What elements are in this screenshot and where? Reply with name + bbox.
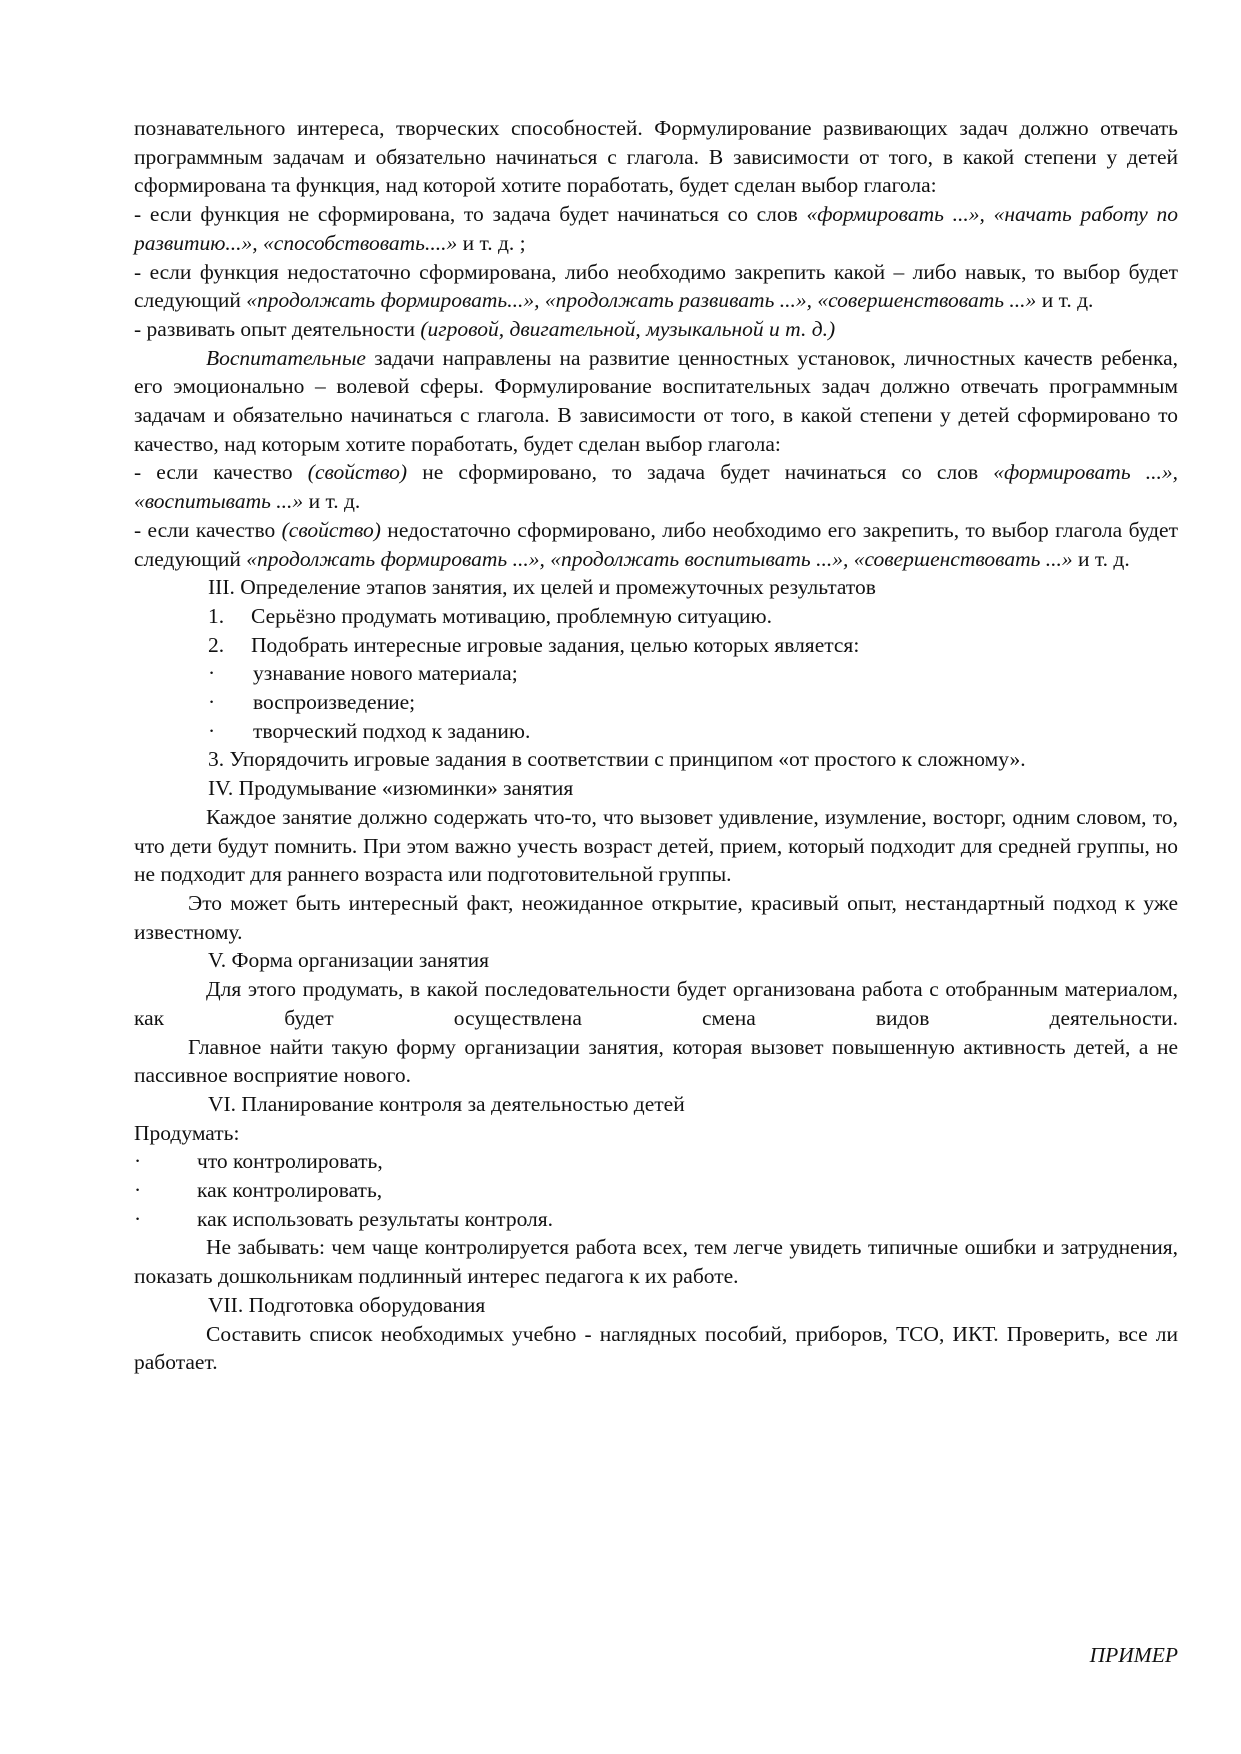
- list-item: [134, 717, 1178, 746]
- item-number: 2.: [208, 632, 225, 657]
- section-5-paragraph-1: Для этого продумать, в какой последовательности будет организована работа с отобранным материалом, как будет осуществлена смена видов деятельности.: [134, 977, 1178, 1030]
- text: и т. д.: [303, 489, 361, 514]
- dev-bullet-1: [134, 200, 1178, 257]
- italic-text: «формировать ...», «начать работу по развитию...», «способствовать....»: [134, 202, 1178, 255]
- bullet-dot: ·: [134, 1206, 142, 1231]
- text: - если качество: [134, 517, 282, 542]
- numbered-item: [134, 631, 1178, 660]
- list-item: [134, 1176, 1178, 1205]
- upbringing-bullet-2: [134, 516, 1178, 573]
- item-number: 1.: [208, 603, 225, 628]
- bullet-dot: ·: [208, 718, 216, 743]
- dev-bullet-2: [134, 258, 1178, 315]
- item-text: что контролировать,: [197, 1149, 383, 1174]
- example-label: ПРИМЕР: [1089, 1643, 1178, 1667]
- list-item: [134, 1147, 1178, 1176]
- item-text: воспроизведение;: [253, 690, 416, 715]
- list-item: [134, 1205, 1178, 1234]
- item-text: узнавание нового материала;: [253, 661, 518, 686]
- numbered-item: [134, 602, 1178, 631]
- section-4-paragraph-2: Это может быть интересный факт, неожиданное открытие, красивый опыт, нестандартный подход к уже известному.: [134, 890, 1178, 944]
- text: и т. д. ;: [457, 230, 526, 255]
- section-5-heading: V. Форма организации занятия: [208, 948, 490, 973]
- section-6-paragraph: Не забывать: чем чаще контролируется работа всех, тем легче увидеть типичные ошибки и затруднения, показать дошкольникам подлинный интерес педагога к их работе.: [134, 1235, 1178, 1289]
- list-item: [134, 688, 1178, 717]
- bullet-dot: ·: [134, 1178, 142, 1203]
- italic-text: (свойство): [281, 517, 381, 542]
- item-text: Серьёзно продумать мотивацию, проблемную ситуацию.: [251, 603, 772, 628]
- item-text: творческий подход к заданию.: [253, 718, 531, 743]
- document-body: [134, 114, 1178, 1377]
- section-6-lead: Продумать:: [134, 1120, 240, 1145]
- section-6-heading: VI. Планирование контроля за деятельностью детей: [208, 1091, 685, 1116]
- numbered-item-3: 3. Упорядочить игровые задания в соответствии с принципом «от простого к сложному».: [208, 747, 1026, 772]
- section-5-paragraph-2: Главное найти такую форму организации занятия, которая вызовет повышенную активность детей, а не пассивное восприятие нового.: [134, 1034, 1178, 1088]
- section-7-paragraph: Составить список необходимых учебно - наглядных пособий, приборов, ТСО, ИКТ. Проверить, все ли работает.: [134, 1321, 1178, 1375]
- italic-text: «формировать ...», «воспитывать ...»: [134, 460, 1178, 514]
- section-3-heading: III. Определение этапов занятия, их целей и промежуточных результатов: [208, 575, 876, 600]
- text: не сформировано, то задача будет начинаться со слов: [407, 460, 994, 485]
- text: и т. д.: [1072, 546, 1130, 571]
- item-text: Подобрать интересные игровые задания, целью которых является:: [251, 632, 860, 657]
- italic-text: (свойство): [307, 460, 408, 485]
- section-4-paragraph-1: Каждое занятие должно содержать что-то, что вызовет удивление, изумление, восторг, одним словом, то, что дети будут помнить. При этом важно учесть возраст детей, прием, который подходит для средней группы, но не подходит для раннего возраста или подготовительной группы.: [134, 804, 1178, 887]
- intro-paragraph: познавательного интереса, творческих способностей. Формулирование развивающих задач должно отвечать программным задачам и обязательно начинаться с глагола. В зависимости от того, в какой степени у детей сформирована та функция, над которой хотите поработать, будет сделан выбор глагола:: [134, 116, 1178, 198]
- bullet-dot: ·: [134, 1149, 142, 1174]
- upbringing-paragraph: [134, 344, 1178, 459]
- bullet-dot: ·: [208, 661, 216, 686]
- bullet-dot: ·: [208, 690, 216, 715]
- item-text: как контролировать,: [197, 1178, 383, 1203]
- section-4-heading: IV. Продумывание «изюминки» занятия: [208, 776, 574, 801]
- text: и т. д.: [1036, 288, 1094, 313]
- italic-text: «продолжать формировать ...», «продолжать воспитывать ...», «совершенствовать ...»: [246, 546, 1073, 571]
- text: - если функция не сформирована, то задача будет начинаться со слов: [134, 202, 807, 227]
- italic-text: Воспитательные: [206, 345, 366, 370]
- text: - если качество: [134, 460, 308, 485]
- italic-text: (игровой, двигательной, музыкальной и т. д.): [420, 316, 836, 341]
- section-7-heading: VII. Подготовка оборудования: [208, 1292, 486, 1317]
- text: - если функция недостаточно сформирована, либо необходимо закрепить какой – либо навык, то выбор будет следующий: [134, 259, 1178, 313]
- text: недостаточно сформировано, либо необходимо его закрепить, то выбор глагола будет следующий: [134, 517, 1179, 571]
- dev-bullet-3: [134, 315, 1178, 344]
- item-text: как использовать результаты контроля.: [197, 1206, 554, 1231]
- list-item: [134, 659, 1178, 688]
- text: задачи направлены на развитие ценностных установок, личностных качеств ребенка, его эмоционально – волевой сферы. Формулирование воспитательных задач должно отвечать программным задачам и обязательно начинаться с глагола. В зависимости от того, в какой степени у детей сформировано то качество, над которым хотите поработать, будет сделан выбор глагола:: [134, 345, 1178, 456]
- text: - развивать опыт деятельности: [134, 316, 421, 341]
- italic-text: «продолжать формировать...», «продолжать развивать ...», «совершенствовать ...»: [246, 288, 1037, 313]
- upbringing-bullet-1: [134, 458, 1178, 515]
